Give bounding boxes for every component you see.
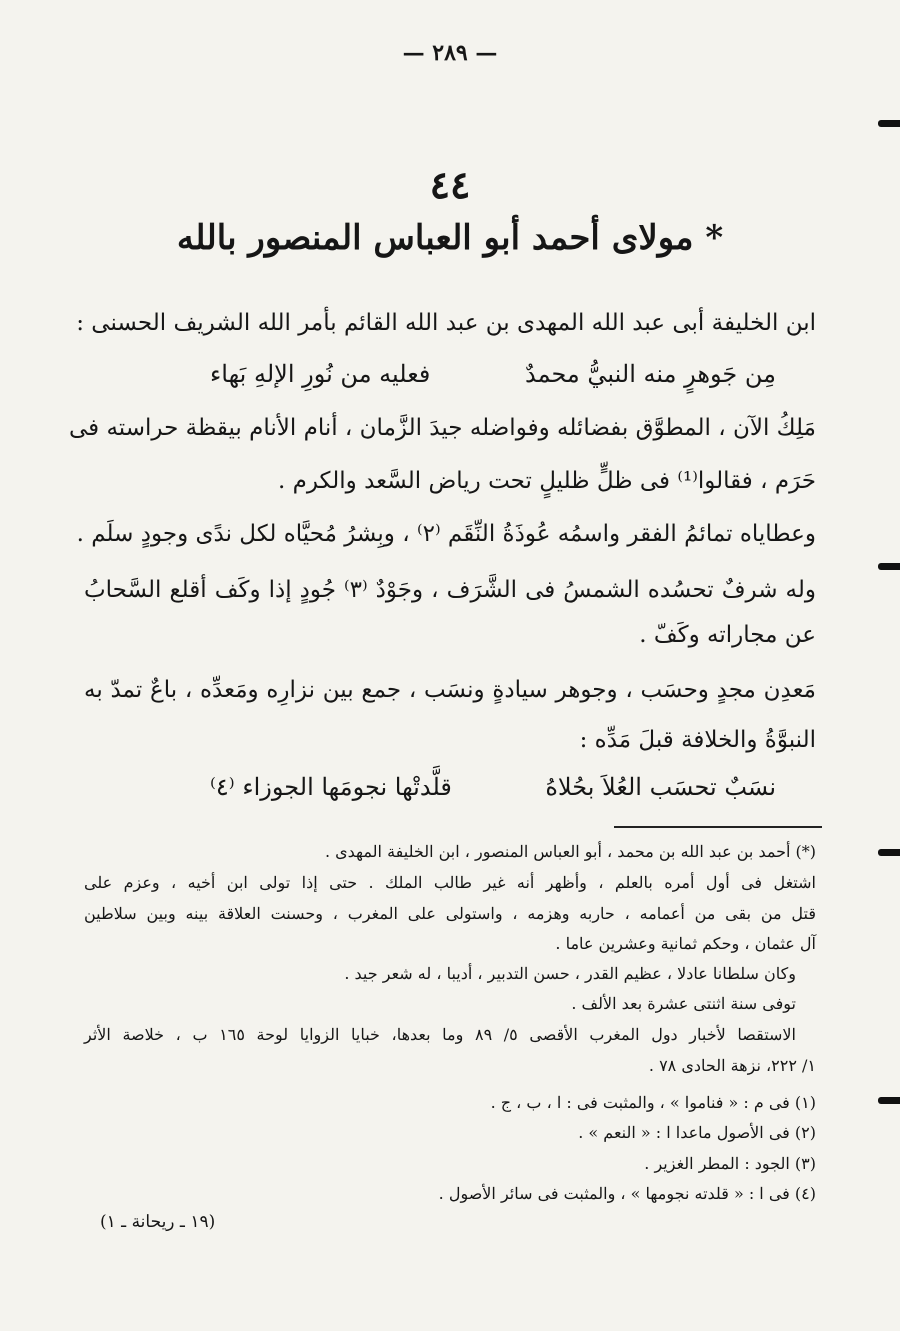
footnote-line: (٤) فى ا : « قلدته نجومها » ، والمثبت فى سائر الأصول . — [438, 1184, 816, 1203]
footnote-line: وكان سلطانا عادلا ، عظيم القدر ، حسن التدبير ، أديبا ، له شعر جيد . — [344, 964, 796, 983]
footnote-line: قتل من بقى من أعمامه ، حاربه وهزمه ، واستولى على المغرب ، وحسنت العلاقة بينه وبين سلاطين — [84, 904, 816, 923]
verse-1-hemistich-2: فعليه من نُورِ الإلهِ بَهاء — [210, 360, 431, 388]
footnote-line: (*) أحمد بن عبد الله بن محمد ، أبو العباس المنصور ، ابن الخليفة المهدى . — [324, 842, 816, 861]
footnote-line: (١) فى م : « فناموا » ، والمثبت فى : ا ، ب ، ج . — [490, 1093, 816, 1112]
verse-2-hemistich-2: قلَّدتْها نجومَها الجوزاء ⁽٤⁾ — [210, 773, 452, 801]
body-line: وله شرفٌ تحسُده الشمسُ فى الشَّرَف ، وجَوْدٌ ⁽٣⁾ جُودٍ إذا وكَف أقلع السَّحابُ — [84, 577, 816, 603]
page-number: — ٢٨٩ — — [402, 40, 498, 66]
footnote-line: آل عثمان ، وحكم ثمانية وعشرين عاما . — [555, 934, 816, 953]
footnote-line: (٣) الجود : المطر الغزير . — [644, 1154, 816, 1173]
entry-title: مولاى أحمد أبو العباس المنصور بالله * — [176, 218, 724, 258]
footnote-line: (٢) فى الأصول ماعدا ا : « النعم » . — [578, 1123, 816, 1142]
signature-mark: (١٩ ـ ريحانة ـ ١) — [100, 1212, 216, 1232]
edge-mark — [878, 563, 900, 570]
footnote-line: اشتغل فى أول أمره بالعلم ، وأظهر أنه غير طالب الملك . حتى إذا تولى ابن أخيه ، وعزم على — [84, 873, 816, 892]
body-line: ابن الخليفة أبى عبد الله المهدى بن عبد الله القائم بأمر الله الشريف الحسنى : — [76, 310, 816, 336]
edge-mark — [878, 849, 900, 856]
body-line: حَرَم ، فقالوا⁽¹⁾ فى ظلٍّ ظليلٍ تحت رياض السَّعد والكرم . — [278, 468, 816, 494]
edge-mark — [878, 120, 900, 127]
footnote-line: الاستقصا لأخبار دول المغرب الأقصى ٥/ ٨٩ وما بعدها، خبايا الزوايا لوحة ١٦٥ ب ، خلاصة الأثر — [84, 1025, 796, 1044]
body-line: وعطاياه تمائمُ الفقر واسمُه عُوذَةُ النِّقَم ⁽٢⁾ ، وبِشرُ مُحيَّاه لكل ندًى وجودٍ سلَم . — [76, 521, 816, 547]
body-line: مَعدِن مجدٍ وحسَب ، وجوهر سيادةٍ ونسَب ، جمع بين نزارِه ومَعدِّه ، باعٌ تمدّ به — [84, 677, 816, 703]
edge-mark — [878, 1097, 900, 1104]
footnote-divider — [614, 826, 822, 828]
footnote-line: ١/ ٢٢٢، نزهة الحادى ٧٨ . — [648, 1056, 816, 1075]
verse-1-hemistich-1: مِن جَوهرٍ منه النبيُّ محمدٌ — [524, 360, 776, 388]
entry-number: ٤٤ — [429, 162, 471, 207]
body-line: عن مجاراته وكَفّ . — [639, 622, 816, 648]
body-line: النبوَّةُ والخلافة قبلَ مَدِّه : — [579, 727, 816, 753]
footnote-line: توفى سنة اثنتى عشرة بعد الألف . — [571, 994, 796, 1013]
body-line: مَلِكُ الآن ، المطوَّق بفضائله وفواضله جيدَ الزَّمان ، أنام الأنام بيقظة حراسته فى — [69, 415, 816, 441]
verse-2-hemistich-1: نسَبٌ تحسَب العُلاَ بحُلاهُ — [545, 773, 776, 801]
